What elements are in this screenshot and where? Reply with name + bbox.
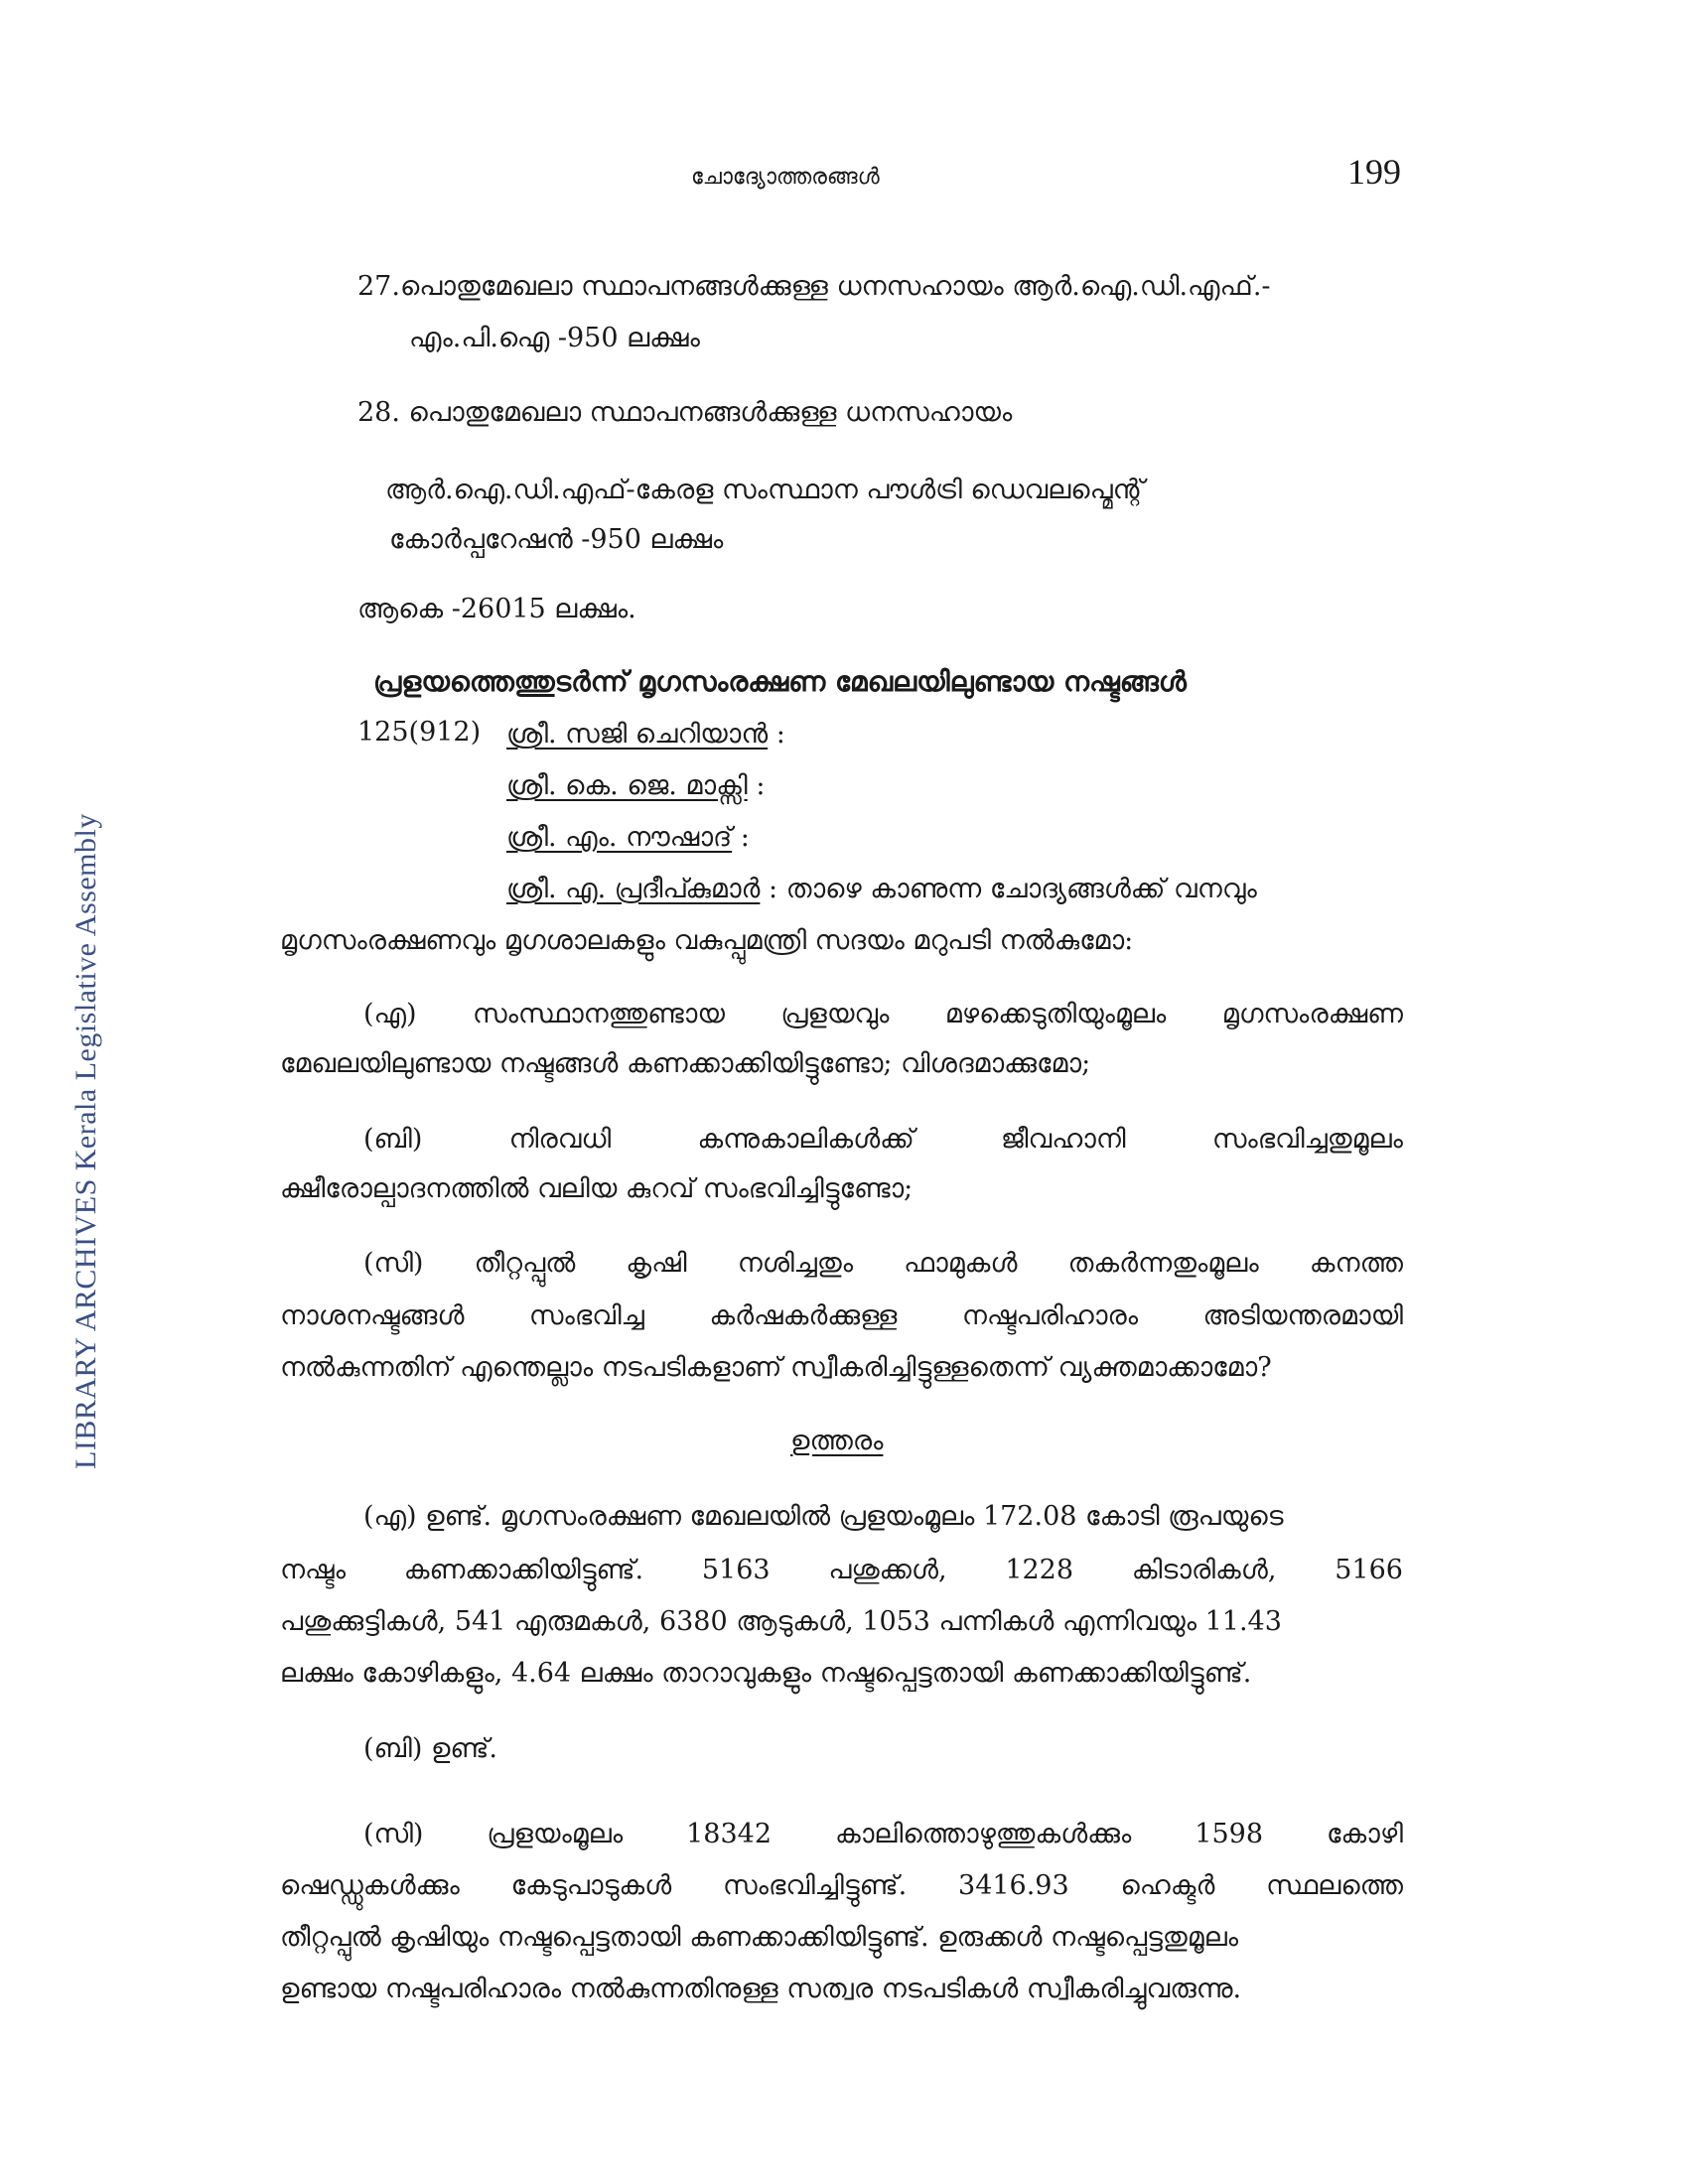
word: അടിയന്തരമായി [1202, 1300, 1403, 1331]
member-colon: : [769, 874, 778, 904]
answer-a-line-1: (എ) ഉണ്ട്. മൃഗസംരക്ഷണ മേഖലയിൽ പ്രളയംമൂലം 172.08 കോടി രൂപയുടെ [363, 1501, 1284, 1532]
answer-a-line-4: ലക്ഷം കോഴികളും, 4.64 ലക്ഷം താറാവുകളും നഷ്ടപ്പെട്ടതായി കണക്കാക്കിയിട്ടുണ്ട്. [280, 1658, 1252, 1689]
side-watermark: LIBRARY ARCHIVES Kerala Legislative Assembly [70, 813, 102, 1469]
word: 5163 [701, 1555, 771, 1585]
member-line-2 [506, 770, 765, 802]
word: പ്രളയവും [780, 999, 890, 1029]
word: (എ) [363, 999, 417, 1029]
member-colon: : [740, 822, 750, 853]
word: തീറ്റപ്പുൽ [474, 1248, 576, 1279]
word: കന്നുകാലികൾക്ക് [697, 1124, 914, 1155]
word: കർഷകർക്കുള്ള [709, 1300, 898, 1331]
word: നഷ്ടപരിഹാരം [961, 1300, 1139, 1331]
word: മഴക്കെടുതിയുംമൂലം [944, 999, 1167, 1029]
word: പ്രളയംമൂലം [487, 1819, 624, 1849]
answer-heading: ഉത്തരം [790, 1426, 884, 1456]
question-heading: പ്രളയത്തെത്തുടർന്ന് മൃഗസംരക്ഷണ മേഖലയിലുണ്ടായ നഷ്ടങ്ങൾ [373, 665, 1187, 698]
word: കാലിത്തൊഴുത്തുകൾക്കും [834, 1819, 1132, 1849]
member-line-4 [506, 874, 1257, 905]
member-line-3 [506, 822, 750, 854]
question-b-line-2: ക്ഷീരോല്പാദനത്തിൽ വലിയ കുറവ് സംഭവിച്ചിട്ടുണ്ടോ; [280, 1173, 914, 1204]
member-name: ശ്രീ. സജി ചെറിയാൻ [506, 719, 769, 750]
question-c-line-3: നൽകുന്നതിന് എന്തെല്ലാം നടപടികളാണ് സ്വീകരിച്ചിട്ടുള്ളതെന്ന് വ്യക്തമാക്കാമോ? [280, 1352, 1272, 1383]
question-number: 125(912) [357, 717, 482, 748]
item-28-line-3: കോർപ്പറേഷൻ -950 ലക്ഷം [389, 524, 724, 555]
member-colon: : [775, 719, 785, 750]
word: കൃഷി [626, 1248, 687, 1279]
intro-tail: താഴെ കാണുന്ന ചോദ്യങ്ങൾക്ക് വനവും [785, 874, 1257, 904]
word: 3416.93 [958, 1870, 1069, 1901]
word: പശുക്കൾ, [828, 1555, 947, 1585]
word: നാശനഷ്ടങ്ങൾ [280, 1300, 465, 1331]
word: 18342 [686, 1819, 773, 1849]
item-27-line-2: എം.പി.ഐ -950 ലക്ഷം [409, 323, 700, 353]
word: ജീവഹാനി [1001, 1124, 1126, 1155]
word: സ്ഥലത്തെ [1266, 1870, 1403, 1901]
word: 5166 [1335, 1555, 1403, 1585]
question-c-line-2 [280, 1300, 1403, 1332]
word: നശിച്ചതും [737, 1248, 854, 1279]
word: (സി) [363, 1248, 424, 1279]
word: നിരവധി [508, 1124, 612, 1155]
question-a-line-1 [363, 999, 1403, 1030]
answer-c-line-4: ഉണ്ടായ നഷ്ടപരിഹാരം നൽകുന്നതിനുള്ള സത്വര നടപടികൾ സ്വീകരിച്ചുവരുന്നു. [280, 1974, 1242, 2004]
word: സംഭവിച്ചതുമൂലം [1211, 1124, 1403, 1155]
word: ഫാമുകൾ [904, 1248, 1018, 1279]
word: സംസ്ഥാനത്തുണ്ടായ [472, 999, 725, 1029]
total-line: ആകെ -26015 ലക്ഷം. [357, 594, 636, 624]
word: ഷെഡ്ഡുകൾക്കും [280, 1870, 460, 1901]
word: കണക്കാക്കിയിട്ടുണ്ട്. [403, 1555, 644, 1585]
word: മൃഗസംരക്ഷണ [1221, 999, 1403, 1029]
member-name: ശ്രീ. എ. പ്രദീപ്കുമാർ [506, 874, 761, 904]
word: കനത്ത [1309, 1248, 1403, 1279]
answer-c-line-2 [280, 1870, 1403, 1902]
word: 1598 [1195, 1819, 1264, 1849]
word: സംഭവിച്ച [528, 1300, 644, 1331]
word: കോഴി [1326, 1819, 1403, 1849]
word: 1228 [1005, 1555, 1074, 1585]
answer-c-line-3: തീറ്റപ്പുൽ കൃഷിയും നഷ്ടപ്പെട്ടതായി കണക്കാക്കിയിട്ടുണ്ട്. ഉരുക്കൾ നഷ്ടപ്പെട്ടതുമൂലം [280, 1922, 1239, 1953]
word: കിടാരികൾ, [1131, 1555, 1277, 1585]
question-a-line-2: മേഖലയിലുണ്ടായ നഷ്ടങ്ങൾ കണക്കാക്കിയിട്ടുണ്ടോ; വിശദമാക്കുമോ; [280, 1048, 1091, 1079]
word: സംഭവിച്ചിട്ടുണ്ട്. [723, 1870, 908, 1901]
item-28-line-2: ആർ.ഐ.ഡി.എഫ്-കേരള സംസ്ഥാന പൗൾട്രി ഡെവലപ്മെന്റ് [385, 475, 1145, 505]
member-line-1 [506, 719, 785, 751]
answer-c-line-1 [363, 1819, 1403, 1850]
item-27-line-1: 27.പൊതുമേഖലാ സ്ഥാപനങ്ങൾക്കുള്ള ധനസഹായം ആർ.ഐ.ഡി.എഫ്.- [357, 271, 1271, 302]
member-name: ശ്രീ. എം. നൗഷാദ് [506, 822, 733, 853]
answer-b-line-1: (ബി) ഉണ്ട്. [363, 1733, 498, 1764]
word: തകർന്നതുംമൂലം [1067, 1248, 1259, 1279]
member-colon: : [756, 770, 766, 801]
word: നഷ്ടം [280, 1555, 347, 1585]
word: ഹെക്ടർ [1120, 1870, 1215, 1901]
intro-line-2: മൃഗസംരക്ഷണവും മൃഗശാലകളും വകുപ്പുമന്ത്രി സദയം മറുപടി നൽകുമോ: [280, 925, 1134, 956]
word: (സി) [363, 1819, 424, 1849]
answer-a-line-2 [280, 1555, 1403, 1586]
member-name: ശ്രീ. കെ. ജെ. മാക്സി [506, 770, 748, 801]
item-28-line-1: 28. പൊതുമേഖലാ സ്ഥാപനങ്ങൾക്കുള്ള ധനസഹായം [357, 397, 1013, 428]
page-number: 199 [1347, 152, 1401, 192]
question-b-line-1 [363, 1124, 1403, 1156]
running-header-title: ചോദ്യോത്തരങ്ങൾ [691, 165, 880, 190]
question-c-line-1 [363, 1248, 1403, 1280]
answer-a-line-3: പശുക്കുട്ടികൾ, 541 എരുമകൾ, 6380 ആടുകൾ, 1053 പന്നികൾ എന്നിവയും 11.43 [280, 1606, 1282, 1637]
word: കേടുപാടുകൾ [510, 1870, 672, 1901]
word: (ബി) [363, 1124, 423, 1155]
